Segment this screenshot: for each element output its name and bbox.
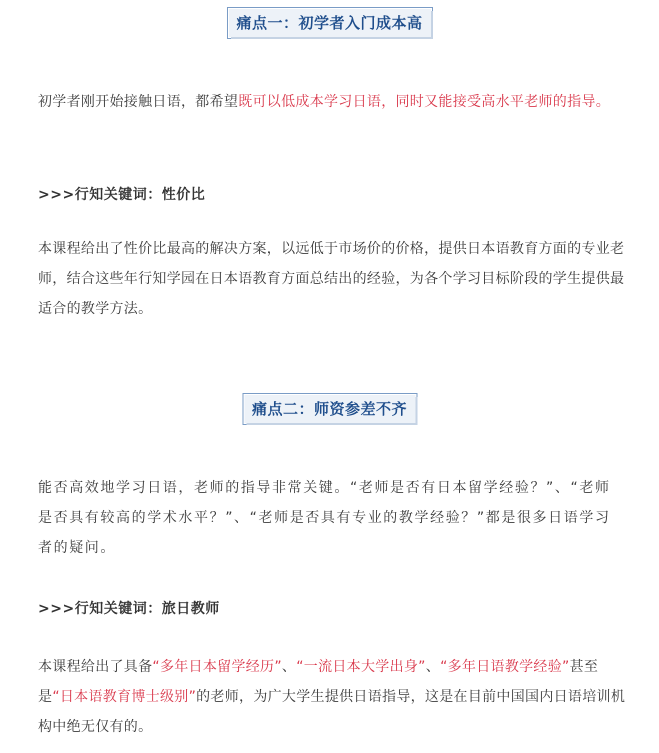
- section1-intro: [38, 87, 626, 117]
- section2-body-sep1: 、: [281, 659, 297, 675]
- section2-body-p1: 本课程给出了具备: [38, 659, 153, 675]
- section2-body-sep2: 、: [425, 659, 441, 675]
- section1-body: 本课程给出了性价比最高的解决方案，以远低于市场价的价格，提供日本语教育方面的专业老师，结合这些年行知学园在日本语教育方面总结出的经验，为各个学习目标阶段的学生提供最适合的教学方法。: [38, 241, 625, 317]
- section2-body-h1: “多年日本留学经历”: [152, 659, 282, 675]
- section1-intro-highlight: 既可以低成本学习日语，同时又能接受高水平老师的指导。: [238, 94, 611, 110]
- section2-body: [38, 652, 626, 742]
- section2-heading: [242, 393, 417, 425]
- section1-heading: [226, 7, 432, 39]
- section1-keyword: >>>行知关键词：性价比: [38, 187, 206, 203]
- section2-intro: 能否高效地学习日语，老师的指导非常关键。“老师是否有日本留学经验？”、“老师是否具有较高的学术水平？”、“老师是否具有专业的教学经验？”都是很多日语学习者的疑问。: [38, 480, 611, 556]
- section2-body-h3: “多年日语教学经验”: [440, 659, 570, 675]
- section1-heading-text: 痛点一：初学者入门成本高: [228, 9, 430, 37]
- section2-body-mid: 甚至是: [38, 659, 599, 705]
- section2-body-h4: “日本语教育博士级别”: [52, 689, 197, 705]
- section2-keyword: >>>行知关键词：旅日教师: [38, 601, 220, 617]
- section2-body-h2: “一流日本大学出身”: [296, 659, 426, 675]
- section1-intro-plain: 初学者刚开始接触日语，都希望: [38, 94, 239, 110]
- section2-heading-text: 痛点二：师资参差不齐: [244, 395, 415, 423]
- section2-body-tail: 的老师，为广大学生提供日语指导，这是在目前中国国内日语培训机构中绝无仅有的。: [38, 689, 626, 735]
